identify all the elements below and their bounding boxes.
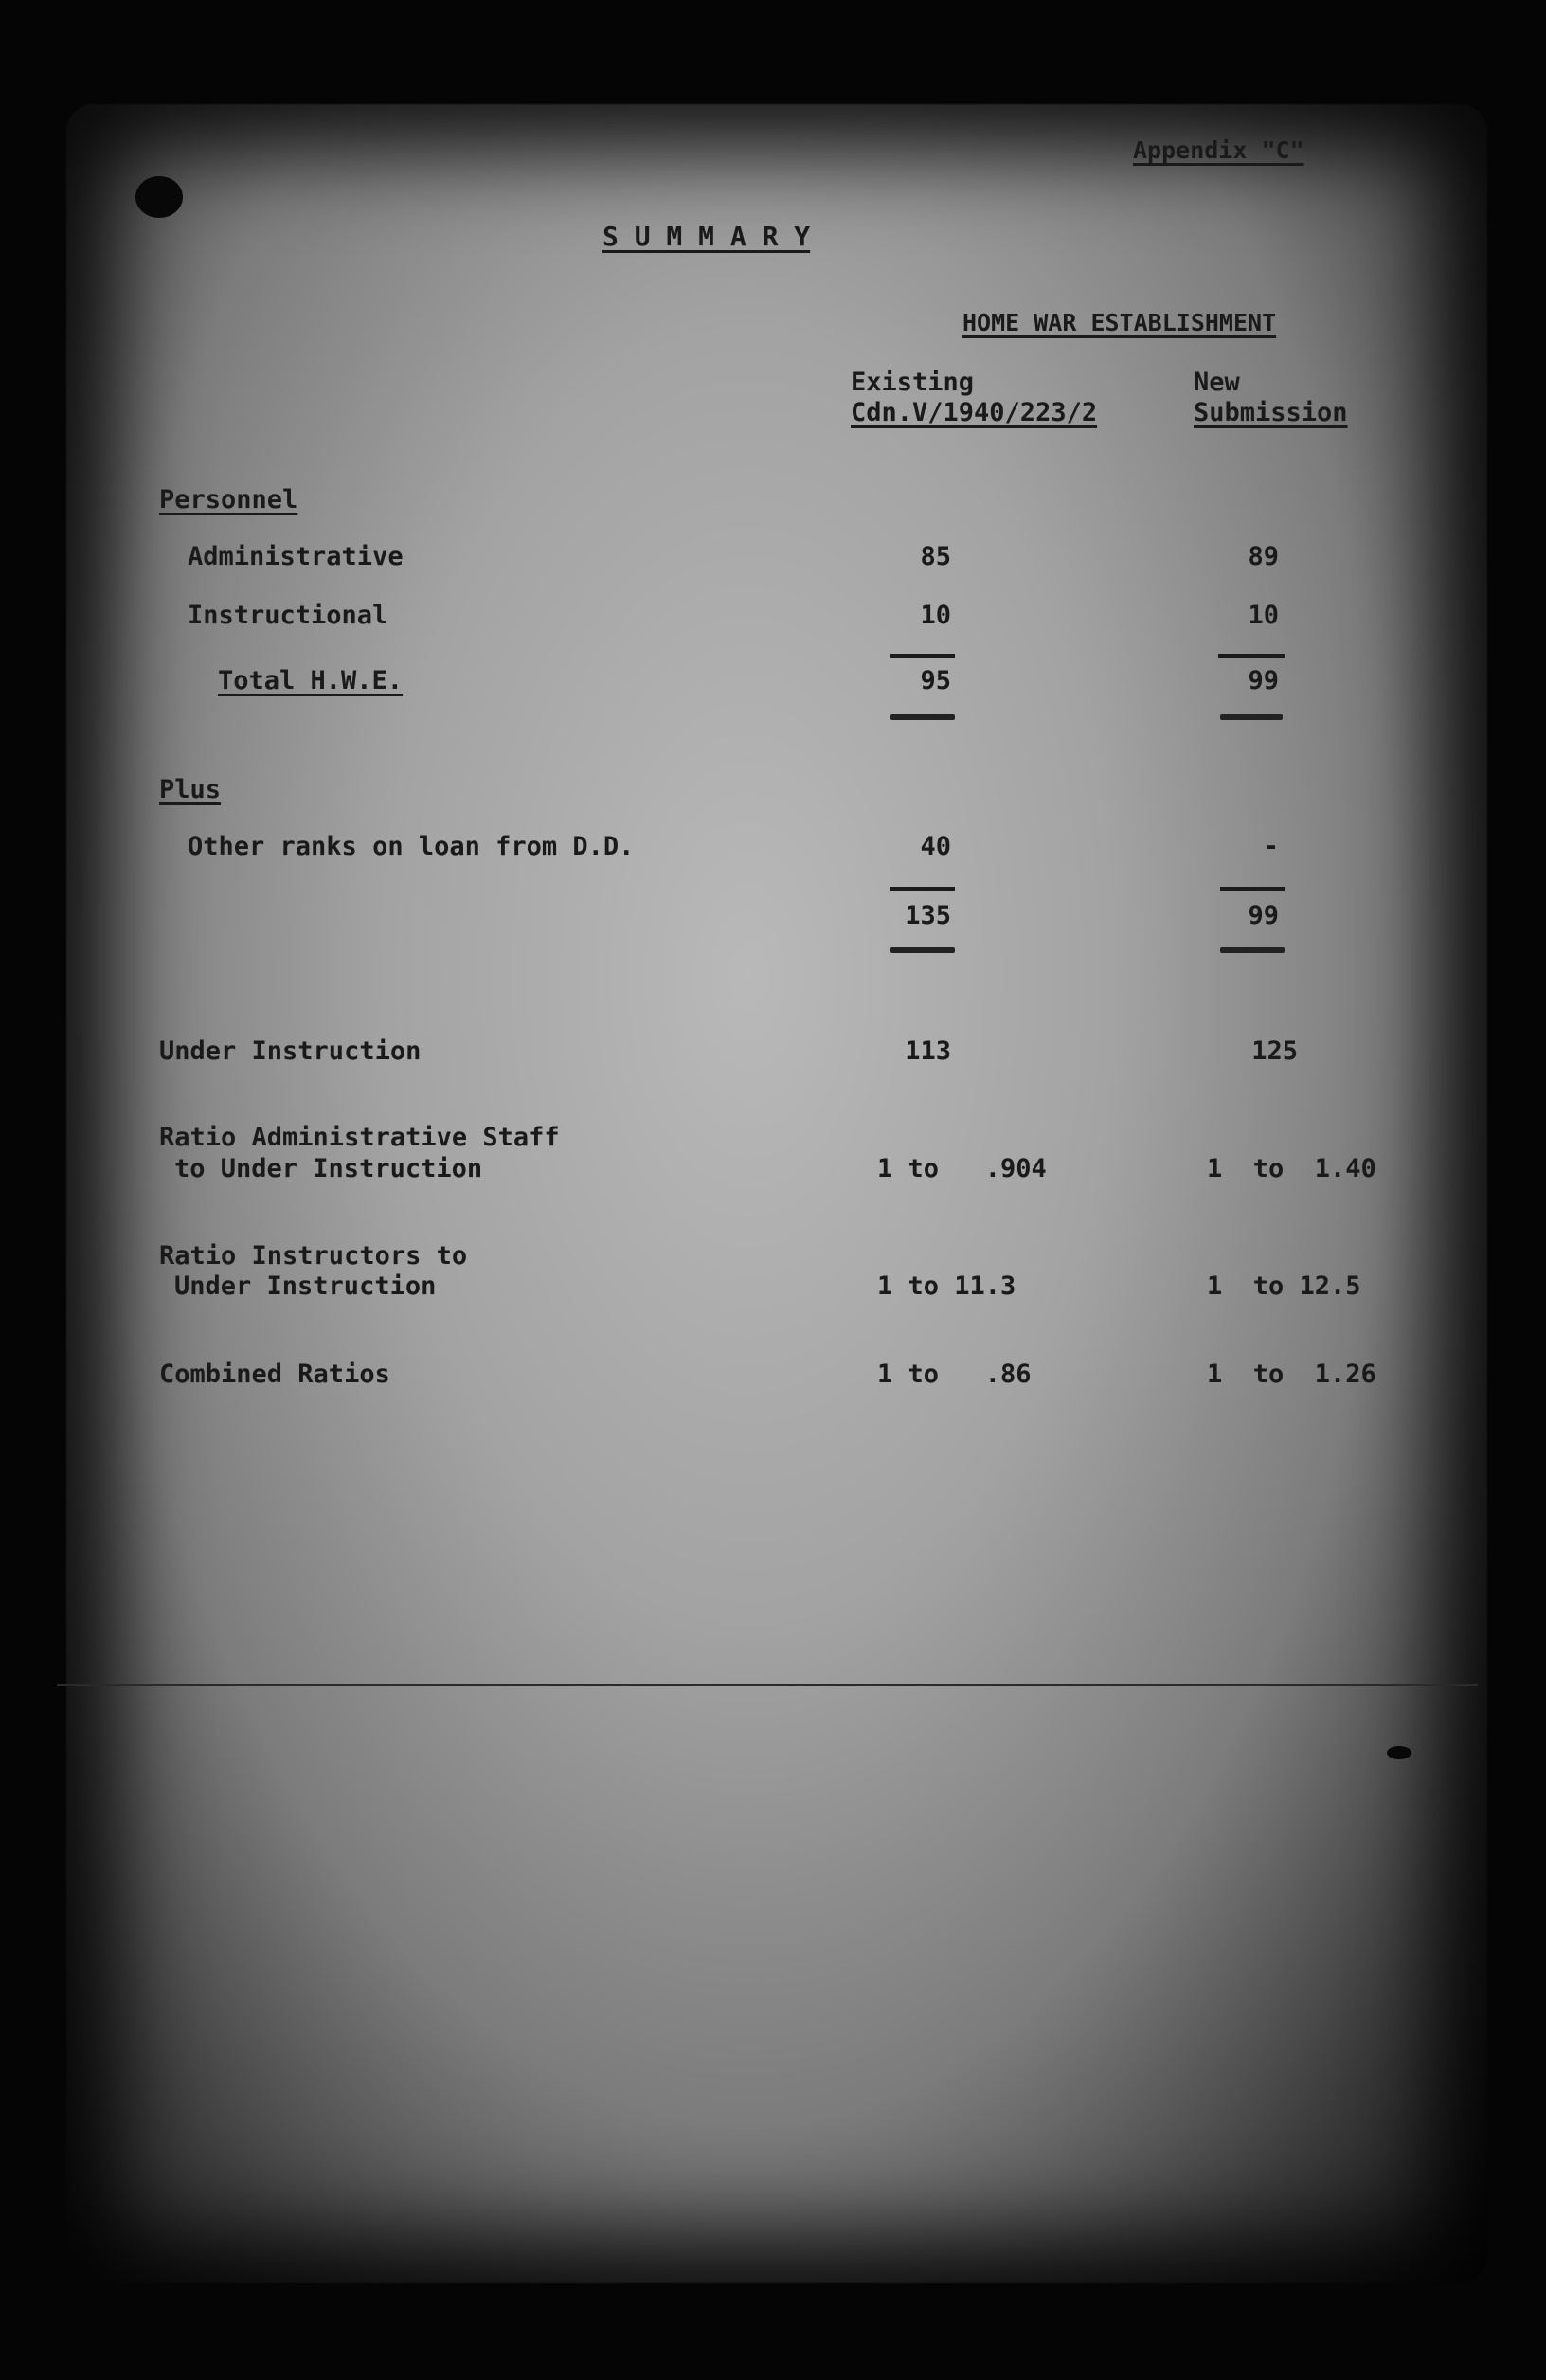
plus-heading: Plus [159,775,222,804]
combined-ratios-existing: 1 to .86 [877,1360,1032,1389]
sum-rule-existing [890,887,955,891]
sum-double-rule-new [1220,947,1285,953]
administrative-existing: 85 [920,542,951,571]
sum-rule-new [1220,887,1285,891]
existing-column-reference: Cdn.V/1940/223/2 [851,398,1098,427]
document-title: S U M M A R Y [602,221,811,252]
ratio-admin-label-line1: Ratio Administrative Staff [159,1123,560,1152]
ratio-instructors-label-line1: Ratio Instructors to [159,1241,468,1271]
under-instruction-existing: 113 [905,1037,951,1066]
new-column-subheader: Submission [1194,398,1348,427]
ratio-admin-existing: 1 to .904 [877,1154,1047,1183]
loan-new: - [1263,832,1279,861]
document-page [66,104,1487,2283]
combined-ratios-new: 1 to 1.26 [1207,1360,1376,1389]
sum-existing: 135 [905,901,951,930]
total-hwe-label: Total H.W.E. [218,666,404,695]
ratio-instructors-new: 1 to 12.5 [1207,1271,1361,1301]
page-fold-line [57,1684,1478,1686]
under-instruction-new: 125 [1251,1037,1298,1066]
instructional-new: 10 [1248,601,1279,630]
punch-hole-mark [135,176,183,218]
subtotal-rule-new [1218,654,1285,658]
subtotal-rule-existing [890,654,955,658]
existing-column-header: Existing [851,368,975,397]
instructional-label: Instructional [188,601,388,630]
loan-existing: 40 [920,832,951,861]
total-hwe-new: 99 [1248,666,1279,695]
instructional-existing: 10 [920,601,951,630]
ratio-admin-label-line2: to Under Instruction [174,1154,483,1183]
ratio-instructors-label-line2: Under Instruction [174,1271,437,1301]
combined-ratios-label: Combined Ratios [159,1360,390,1389]
administrative-new: 89 [1248,542,1279,571]
sum-new: 99 [1248,901,1279,930]
loan-label: Other ranks on loan from D.D. [188,832,635,861]
appendix-label: Appendix "C" [1133,136,1304,164]
sum-double-rule-existing [890,947,955,953]
administrative-label: Administrative [188,542,404,571]
edge-mark [1387,1746,1411,1759]
establishment-heading: HOME WAR ESTABLISHMENT [962,309,1277,336]
total-hwe-existing: 95 [920,666,951,695]
under-instruction-label: Under Instruction [159,1037,422,1066]
ratio-instructors-existing: 1 to 11.3 [877,1271,1016,1301]
total-double-rule-existing [890,714,955,720]
ratio-admin-new: 1 to 1.40 [1207,1154,1376,1183]
personnel-heading: Personnel [159,485,298,514]
new-column-header: New [1194,368,1240,397]
total-double-rule-new [1220,714,1283,720]
